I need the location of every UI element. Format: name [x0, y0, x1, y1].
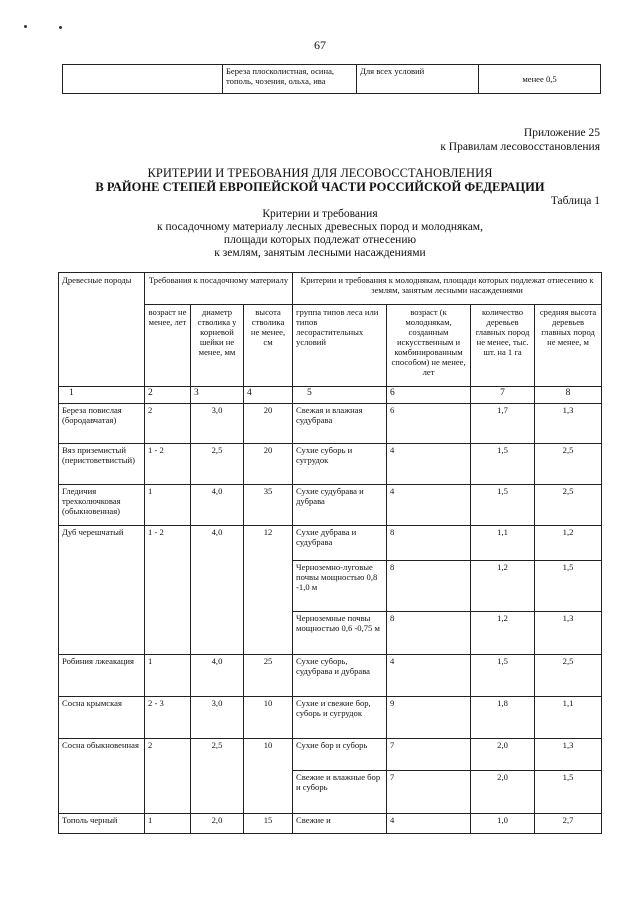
- avg-height-cell: 2,5: [535, 485, 602, 526]
- young-age-cell: 4: [387, 814, 471, 834]
- header-age: возраст не менее, лет: [145, 305, 191, 387]
- diameter-cell: 4,0: [191, 485, 244, 526]
- age-cell: 2: [145, 739, 191, 814]
- species-cell: Робиния лжеакация: [59, 655, 145, 697]
- count-cell: 1,5: [471, 655, 535, 697]
- column-number: 4: [244, 387, 293, 404]
- forest-group-cell: Свежая и влажная судубрава: [293, 404, 387, 444]
- young-age-cell: 6: [387, 404, 471, 444]
- header-young-age: возраст (к молоднякам, созданным искусственным и комбинированным способом) не менее, лет: [387, 305, 471, 387]
- column-number: 2: [145, 387, 191, 404]
- height-cell: 20: [244, 444, 293, 485]
- height-cell: 10: [244, 739, 293, 814]
- forest-group-cell: Сухие и свежие бор, суборь и сугрудок: [293, 697, 387, 739]
- species-cell: Сосна обыкновенная: [59, 739, 145, 814]
- age-cell: 2: [145, 404, 191, 444]
- header-forest-group: группа типов леса или типов лесорастительных условий: [293, 305, 387, 387]
- count-cell: 1,1: [471, 526, 535, 561]
- table-row: [59, 697, 602, 739]
- count-cell: 2,0: [471, 739, 535, 771]
- age-cell: 1: [145, 814, 191, 834]
- count-cell: 1,7: [471, 404, 535, 444]
- avg-height-cell: 1,2: [535, 526, 602, 561]
- table-row: [59, 655, 602, 697]
- height-cell: 35: [244, 485, 293, 526]
- young-age-cell: 4: [387, 485, 471, 526]
- diameter-cell: 3,0: [191, 404, 244, 444]
- species-cell: Сосна крымская: [59, 697, 145, 739]
- table-label: Таблица 1: [550, 195, 600, 207]
- table-subtitle: площади которых подлежат отнесению: [223, 234, 417, 246]
- species-cell: Береза повислая (бородавчатая): [59, 404, 145, 444]
- header-material: Требования к посадочному материалу: [145, 273, 293, 305]
- appendix-reference: к Правилам лесовосстановления: [440, 141, 600, 153]
- count-cell: 1,2: [471, 612, 535, 655]
- young-age-cell: 4: [387, 655, 471, 697]
- age-cell: 1: [145, 485, 191, 526]
- header-young: Критерии и требования к молоднякам, площади которых подлежат отнесению к землям, занятым лесными насаждениями: [293, 273, 602, 305]
- young-age-cell: 9: [387, 697, 471, 739]
- appendix-number: Приложение 25: [523, 127, 600, 139]
- height-cell: 15: [244, 814, 293, 834]
- age-cell: 2 - 3: [145, 697, 191, 739]
- header-height: высота стволика не менее, см: [244, 305, 293, 387]
- header-avg-height: средняя высота деревьев главных пород не менее, м: [535, 305, 602, 387]
- young-age-cell: 4: [387, 444, 471, 485]
- avg-height-cell: 1,3: [535, 739, 602, 771]
- height-cell: 10: [244, 697, 293, 739]
- count-cell: 1,5: [471, 444, 535, 485]
- scan-mark: [59, 26, 62, 29]
- young-age-cell: 7: [387, 739, 471, 771]
- continued-table: [62, 64, 601, 94]
- species-cell: Вяз приземистый (перистоветвистый): [59, 444, 145, 485]
- table-row: [59, 404, 602, 444]
- table-row: [59, 814, 602, 834]
- species-cell: Гледичия трехколючковая (обыкновенная): [59, 485, 145, 526]
- forest-group-cell: Сухие дубрава и судубрава: [293, 526, 387, 561]
- count-cell: 1,2: [471, 561, 535, 612]
- young-age-cell: 7: [387, 771, 471, 814]
- criteria-table: [58, 272, 602, 834]
- height-cell: 20: [244, 404, 293, 444]
- count-cell: 1,5: [471, 485, 535, 526]
- avg-height-cell: 1,1: [535, 697, 602, 739]
- avg-height-cell: 2,5: [535, 655, 602, 697]
- document-title-region: В РАЙОНЕ СТЕПЕЙ ЕВРОПЕЙСКОЙ ЧАСТИ РОССИЙСКОЙ ФЕДЕРАЦИИ: [95, 180, 545, 194]
- young-age-cell: 8: [387, 612, 471, 655]
- forest-group-cell: Свежие и влажные бор и суборь: [293, 771, 387, 814]
- avg-height-cell: 2,7: [535, 814, 602, 834]
- page-number: 67: [314, 38, 326, 52]
- table-subtitle: к посадочному материалу лесных древесных пород и молоднякам,: [157, 221, 483, 233]
- table-row: [59, 485, 602, 526]
- column-number: 6: [387, 387, 471, 404]
- forest-group-cell: Сухие судубрава и дубрава: [293, 485, 387, 526]
- table-row: [59, 739, 602, 771]
- forest-group-cell: Черноземно-луговые почвы мощностью 0,8 -1,0 м: [293, 561, 387, 612]
- species-cell: Тополь черный: [59, 814, 145, 834]
- forest-group-cell: Черноземные почвы мощностью 0,6 -0,75 м: [293, 612, 387, 655]
- diameter-cell: 4,0: [191, 655, 244, 697]
- young-age-cell: 8: [387, 561, 471, 612]
- value-cell: менее 0,5: [479, 65, 601, 94]
- species-cell: Береза плосколистная, осина, тополь, чозения, ольха, ива: [223, 65, 357, 94]
- species-cell: Дуб черешчатый: [59, 526, 145, 655]
- age-cell: 1: [145, 655, 191, 697]
- column-number: 8: [535, 387, 602, 404]
- avg-height-cell: 2,5: [535, 444, 602, 485]
- column-number: 3: [191, 387, 244, 404]
- scan-mark: [24, 25, 27, 28]
- count-cell: 1,8: [471, 697, 535, 739]
- column-number: 5: [293, 387, 387, 404]
- count-cell: 2,0: [471, 771, 535, 814]
- column-number: 1: [59, 387, 145, 404]
- table-title: Критерии и требования: [262, 208, 378, 220]
- avg-height-cell: 1,3: [535, 612, 602, 655]
- forest-group-cell: Свежие и: [293, 814, 387, 834]
- avg-height-cell: 1,5: [535, 771, 602, 814]
- header-diameter: диаметр стволика у корневой шейки не менее, мм: [191, 305, 244, 387]
- diameter-cell: 2,5: [191, 444, 244, 485]
- height-cell: 12: [244, 526, 293, 655]
- conditions-cell: Для всех условий: [357, 65, 479, 94]
- age-cell: 1 - 2: [145, 526, 191, 655]
- document-title: КРИТЕРИИ И ТРЕБОВАНИЯ ДЛЯ ЛЕСОВОССТАНОВЛЕНИЯ: [147, 166, 493, 180]
- forest-group-cell: Сухие суборь и сугрудок: [293, 444, 387, 485]
- age-cell: 1 - 2: [145, 444, 191, 485]
- empty-cell: [63, 65, 223, 94]
- table-row: [59, 444, 602, 485]
- column-number: 7: [471, 387, 535, 404]
- height-cell: 25: [244, 655, 293, 697]
- count-cell: 1,0: [471, 814, 535, 834]
- forest-group-cell: Сухие бор и суборь: [293, 739, 387, 771]
- diameter-cell: 2,5: [191, 739, 244, 814]
- avg-height-cell: 1,5: [535, 561, 602, 612]
- forest-group-cell: Сухие суборь, судубрава и дубрава: [293, 655, 387, 697]
- avg-height-cell: 1,3: [535, 404, 602, 444]
- diameter-cell: 4,0: [191, 526, 244, 655]
- table-row: [59, 526, 602, 561]
- diameter-cell: 3,0: [191, 697, 244, 739]
- header-species: Древесные породы: [59, 273, 145, 387]
- young-age-cell: 8: [387, 526, 471, 561]
- table-subtitle: к землям, занятым лесными насаждениями: [214, 247, 426, 259]
- header-count: количество деревьев главных пород не менее, тыс. шт. на 1 га: [471, 305, 535, 387]
- diameter-cell: 2,0: [191, 814, 244, 834]
